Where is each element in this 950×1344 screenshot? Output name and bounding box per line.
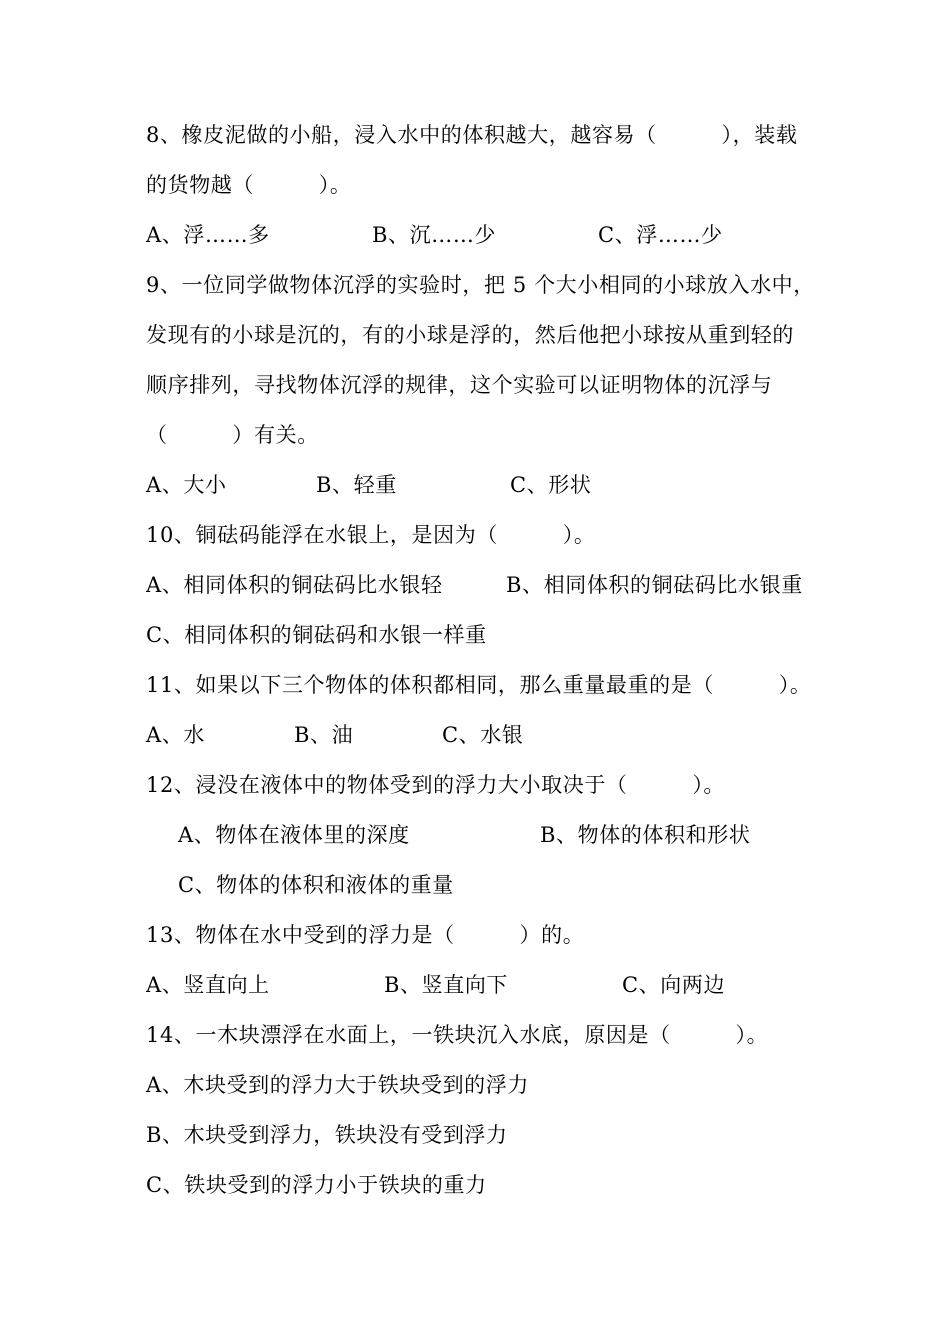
question-14-option-b: B、木块受到浮力，铁块没有受到浮力 — [146, 1123, 508, 1147]
question-11-option-c: C、水银 — [442, 723, 524, 747]
question-13-option-c: C、向两边 — [622, 973, 726, 997]
question-12-stem: 12、浸没在液体中的物体受到的浮力大小取决于（ ）。 — [146, 773, 726, 797]
question-9-option-b: B、轻重 — [316, 473, 397, 497]
question-14-stem: 14、一木块漂浮在水面上，一铁块沉入水底，原因是（ ）。 — [146, 1023, 769, 1047]
question-14-option-c: C、铁块受到的浮力小于铁块的重力 — [146, 1173, 487, 1197]
question-9-stem-line-1: 9、一位同学做物体沉浮的实验时，把 5 个大小相同的小球放入水中， — [146, 273, 815, 297]
question-11-options — [146, 710, 811, 760]
question-9-option-c: C、形状 — [510, 473, 592, 497]
question-12-option-c: C、物体的体积和液体的重量 — [178, 873, 454, 897]
question-12-option-a: A、物体在液体里的深度 — [178, 823, 410, 847]
question-11-option-a: A、水 — [146, 723, 205, 747]
question-10-option-c: C、相同体积的铜砝码和水银一样重 — [146, 623, 487, 647]
question-9-stem-line-2: 发现有的小球是沉的，有的小球是浮的，然后他把小球按从重到轻的 — [146, 323, 794, 347]
question-13-option-b: B、竖直向下 — [384, 973, 509, 997]
question-8-option-b: B、沉……少 — [372, 223, 497, 247]
question-13-stem: 13、物体在水中受到的浮力是（ ）的。 — [146, 923, 585, 947]
question-8-stem-line-1: 8、橡皮泥做的小船，浸入水中的体积越大，越容易（ ），装载 — [146, 123, 798, 147]
question-9-stem-line-3: 顺序排列，寻找物体沉浮的规律，这个实验可以证明物体的沉浮与 — [146, 373, 773, 397]
question-13-options — [146, 960, 811, 1010]
question-12-options-row-1 — [146, 810, 811, 860]
question-9-stem-line-4: （ ）有关。 — [146, 423, 319, 447]
question-9-options — [146, 460, 811, 510]
question-8-options — [146, 210, 811, 260]
question-8-option-c: C、浮……少 — [598, 223, 723, 247]
question-10-option-b: B、相同体积的铜砝码比水银重 — [506, 573, 803, 597]
question-9-option-a: A、大小 — [146, 473, 227, 497]
question-8-option-a: A、浮……多 — [146, 223, 270, 247]
question-8-stem-line-2: 的货物越（ ）。 — [146, 173, 352, 197]
question-10-options-row-1 — [146, 560, 811, 610]
question-11-option-b: B、油 — [294, 723, 354, 747]
question-10-option-a: A、相同体积的铜砝码比水银轻 — [146, 573, 443, 597]
question-13-option-a: A、竖直向上 — [146, 973, 270, 997]
question-12-option-b: B、物体的体积和形状 — [540, 823, 751, 847]
question-11-stem: 11、如果以下三个物体的体积都相同，那么重量最重的是（ ）。 — [146, 673, 812, 697]
question-14-option-a: A、木块受到的浮力大于铁块受到的浮力 — [146, 1073, 529, 1097]
question-12-options-row-2 — [146, 860, 811, 910]
question-10-stem: 10、铜砝码能浮在水银上，是因为（ ）。 — [146, 523, 596, 547]
